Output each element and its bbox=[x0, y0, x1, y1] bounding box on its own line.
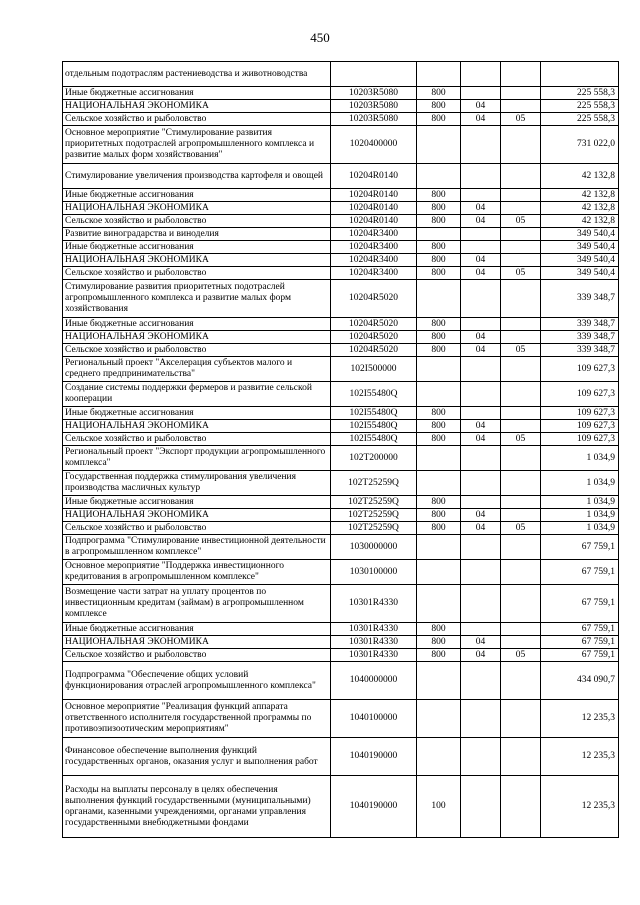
cell-subsection bbox=[501, 189, 541, 202]
cell-name: Иные бюджетные ассигнования bbox=[63, 318, 331, 331]
cell-section bbox=[461, 318, 501, 331]
cell-amount: 1 034,9 bbox=[541, 522, 619, 535]
table-row bbox=[63, 228, 619, 241]
table-row bbox=[63, 433, 619, 446]
cell-target-code: 10204R0140 bbox=[331, 202, 417, 215]
cell-section: 04 bbox=[461, 254, 501, 267]
cell-expense-type bbox=[417, 62, 461, 87]
cell-name: НАЦИОНАЛЬНАЯ ЭКОНОМИКА bbox=[63, 331, 331, 344]
cell-name: НАЦИОНАЛЬНАЯ ЭКОНОМИКА bbox=[63, 509, 331, 522]
cell-expense-type: 800 bbox=[417, 318, 461, 331]
cell-section bbox=[461, 164, 501, 189]
cell-subsection bbox=[501, 228, 541, 241]
cell-name: Иные бюджетные ассигнования bbox=[63, 87, 331, 100]
cell-amount: 67 759,1 bbox=[541, 636, 619, 649]
table-row bbox=[63, 215, 619, 228]
cell-target-code: 10204R3400 bbox=[331, 228, 417, 241]
cell-name: Иные бюджетные ассигнования bbox=[63, 623, 331, 636]
cell-subsection bbox=[501, 100, 541, 113]
cell-subsection bbox=[501, 662, 541, 700]
table-row bbox=[63, 560, 619, 585]
cell-amount: 67 759,1 bbox=[541, 623, 619, 636]
cell-name: Стимулирование увеличения производства картофеля и овощей bbox=[63, 164, 331, 189]
cell-section: 04 bbox=[461, 113, 501, 126]
cell-section bbox=[461, 189, 501, 202]
table-row bbox=[63, 776, 619, 838]
cell-subsection bbox=[501, 496, 541, 509]
cell-name: НАЦИОНАЛЬНАЯ ЭКОНОМИКА bbox=[63, 202, 331, 215]
cell-target-code: 1030000000 bbox=[331, 535, 417, 560]
cell-target-code: 10301R4330 bbox=[331, 649, 417, 662]
cell-subsection: 05 bbox=[501, 433, 541, 446]
cell-target-code: 102T25259Q bbox=[331, 471, 417, 496]
cell-subsection bbox=[501, 623, 541, 636]
cell-section bbox=[461, 87, 501, 100]
cell-subsection bbox=[501, 471, 541, 496]
cell-name: Сельское хозяйство и рыболовство bbox=[63, 113, 331, 126]
cell-amount: 67 759,1 bbox=[541, 649, 619, 662]
cell-amount: 67 759,1 bbox=[541, 585, 619, 623]
cell-amount: 12 235,3 bbox=[541, 776, 619, 838]
table-row bbox=[63, 318, 619, 331]
table-row bbox=[63, 344, 619, 357]
cell-subsection bbox=[501, 202, 541, 215]
cell-subsection bbox=[501, 382, 541, 407]
cell-target-code: 10204R5020 bbox=[331, 344, 417, 357]
table-row bbox=[63, 738, 619, 776]
cell-section: 04 bbox=[461, 100, 501, 113]
cell-name: Региональный проект "Экспорт продукции агропромышленного комплекса" bbox=[63, 446, 331, 471]
cell-subsection bbox=[501, 357, 541, 382]
cell-subsection bbox=[501, 62, 541, 87]
cell-target-code: 10204R5020 bbox=[331, 280, 417, 318]
cell-section bbox=[461, 62, 501, 87]
cell-section bbox=[461, 471, 501, 496]
cell-section bbox=[461, 280, 501, 318]
cell-subsection bbox=[501, 126, 541, 164]
cell-name: Развитие виноградарства и виноделия bbox=[63, 228, 331, 241]
cell-subsection bbox=[501, 280, 541, 318]
cell-name: Иные бюджетные ассигнования bbox=[63, 241, 331, 254]
table-row bbox=[63, 126, 619, 164]
cell-section bbox=[461, 446, 501, 471]
cell-section: 04 bbox=[461, 433, 501, 446]
cell-subsection bbox=[501, 331, 541, 344]
cell-target-code: 102I500000 bbox=[331, 357, 417, 382]
cell-target-code: 1040190000 bbox=[331, 738, 417, 776]
cell-subsection: 05 bbox=[501, 344, 541, 357]
cell-name: Основное мероприятие "Реализация функций аппарата ответственного исполнителя государственной программы по противоэпизоотическим мероприятиям" bbox=[63, 700, 331, 738]
cell-section: 04 bbox=[461, 202, 501, 215]
table-row bbox=[63, 87, 619, 100]
cell-target-code: 10204R0140 bbox=[331, 164, 417, 189]
table-row bbox=[63, 331, 619, 344]
cell-section bbox=[461, 623, 501, 636]
table-row bbox=[63, 649, 619, 662]
cell-amount: 731 022,0 bbox=[541, 126, 619, 164]
table-row bbox=[63, 623, 619, 636]
cell-subsection bbox=[501, 776, 541, 838]
cell-section: 04 bbox=[461, 509, 501, 522]
cell-name: Иные бюджетные ассигнования bbox=[63, 189, 331, 202]
cell-target-code: 102I55480Q bbox=[331, 407, 417, 420]
cell-subsection bbox=[501, 585, 541, 623]
cell-section: 04 bbox=[461, 344, 501, 357]
cell-section bbox=[461, 382, 501, 407]
cell-expense-type: 800 bbox=[417, 215, 461, 228]
cell-target-code: 102I55480Q bbox=[331, 433, 417, 446]
table-row bbox=[63, 509, 619, 522]
cell-target-code: 102T25259Q bbox=[331, 509, 417, 522]
cell-subsection: 05 bbox=[501, 215, 541, 228]
table-row bbox=[63, 113, 619, 126]
cell-name: Региональный проект "Акселерация субъектов малого и среднего предпринимательства" bbox=[63, 357, 331, 382]
cell-section bbox=[461, 662, 501, 700]
cell-target-code: 10203R5080 bbox=[331, 100, 417, 113]
cell-amount: 67 759,1 bbox=[541, 560, 619, 585]
table-row bbox=[63, 700, 619, 738]
cell-section: 04 bbox=[461, 522, 501, 535]
cell-target-code: 10301R4330 bbox=[331, 585, 417, 623]
cell-name: Сельское хозяйство и рыболовство bbox=[63, 344, 331, 357]
cell-amount: 1 034,9 bbox=[541, 509, 619, 522]
cell-section bbox=[461, 700, 501, 738]
cell-expense-type bbox=[417, 560, 461, 585]
cell-name: НАЦИОНАЛЬНАЯ ЭКОНОМИКА bbox=[63, 254, 331, 267]
cell-target-code: 102I55480Q bbox=[331, 420, 417, 433]
cell-expense-type bbox=[417, 164, 461, 189]
cell-name: НАЦИОНАЛЬНАЯ ЭКОНОМИКА bbox=[63, 420, 331, 433]
table-row bbox=[63, 636, 619, 649]
cell-amount: 1 034,9 bbox=[541, 496, 619, 509]
cell-name: Сельское хозяйство и рыболовство bbox=[63, 649, 331, 662]
cell-expense-type: 800 bbox=[417, 496, 461, 509]
table-row bbox=[63, 164, 619, 189]
cell-target-code: 102I55480Q bbox=[331, 382, 417, 407]
cell-amount: 12 235,3 bbox=[541, 700, 619, 738]
cell-section bbox=[461, 126, 501, 164]
cell-section bbox=[461, 357, 501, 382]
cell-target-code: 10301R4330 bbox=[331, 636, 417, 649]
cell-expense-type bbox=[417, 662, 461, 700]
cell-name: Сельское хозяйство и рыболовство bbox=[63, 267, 331, 280]
cell-subsection: 05 bbox=[501, 113, 541, 126]
cell-section: 04 bbox=[461, 215, 501, 228]
cell-subsection bbox=[501, 407, 541, 420]
cell-expense-type: 800 bbox=[417, 241, 461, 254]
cell-amount bbox=[541, 62, 619, 87]
cell-name: Создание системы поддержки фермеров и развитие сельской кооперации bbox=[63, 382, 331, 407]
cell-target-code: 10204R5020 bbox=[331, 318, 417, 331]
cell-section: 04 bbox=[461, 267, 501, 280]
cell-target-code: 102T200000 bbox=[331, 446, 417, 471]
cell-target-code: 10204R5020 bbox=[331, 331, 417, 344]
cell-subsection bbox=[501, 509, 541, 522]
cell-section: 04 bbox=[461, 331, 501, 344]
cell-subsection: 05 bbox=[501, 649, 541, 662]
cell-target-code: 102T25259Q bbox=[331, 522, 417, 535]
cell-amount: 42 132,8 bbox=[541, 164, 619, 189]
cell-target-code: 1040190000 bbox=[331, 776, 417, 838]
cell-amount: 42 132,8 bbox=[541, 189, 619, 202]
cell-target-code: 10204R0140 bbox=[331, 189, 417, 202]
table-row bbox=[63, 280, 619, 318]
cell-target-code: 10204R0140 bbox=[331, 215, 417, 228]
cell-expense-type: 800 bbox=[417, 189, 461, 202]
table-row bbox=[63, 62, 619, 87]
cell-section bbox=[461, 241, 501, 254]
table-row bbox=[63, 420, 619, 433]
cell-section bbox=[461, 496, 501, 509]
cell-subsection bbox=[501, 738, 541, 776]
cell-subsection bbox=[501, 535, 541, 560]
cell-amount: 434 090,7 bbox=[541, 662, 619, 700]
cell-expense-type: 800 bbox=[417, 407, 461, 420]
cell-name: Основное мероприятие "Стимулирование развития приоритетных подотраслей агропромышленного комплекса и развитие малых форм хозяйствования" bbox=[63, 126, 331, 164]
cell-expense-type bbox=[417, 585, 461, 623]
cell-expense-type bbox=[417, 535, 461, 560]
cell-expense-type: 800 bbox=[417, 254, 461, 267]
cell-target-code: 1040000000 bbox=[331, 662, 417, 700]
cell-subsection bbox=[501, 318, 541, 331]
cell-expense-type: 800 bbox=[417, 636, 461, 649]
cell-expense-type: 800 bbox=[417, 344, 461, 357]
cell-name: Стимулирование развития приоритетных подотраслей агропромышленного комплекса и развитие малых форм хозяйствования bbox=[63, 280, 331, 318]
table-row bbox=[63, 382, 619, 407]
cell-expense-type: 800 bbox=[417, 420, 461, 433]
cell-name: Сельское хозяйство и рыболовство bbox=[63, 433, 331, 446]
cell-expense-type: 800 bbox=[417, 623, 461, 636]
cell-amount: 339 348,7 bbox=[541, 318, 619, 331]
cell-amount: 349 540,4 bbox=[541, 241, 619, 254]
table-row bbox=[63, 100, 619, 113]
cell-section bbox=[461, 776, 501, 838]
cell-name: Подпрограмма "Обеспечение общих условий функционирования отраслей агропромышленного комплекса" bbox=[63, 662, 331, 700]
table-row bbox=[63, 585, 619, 623]
cell-target-code: 10301R4330 bbox=[331, 623, 417, 636]
table-row bbox=[63, 407, 619, 420]
cell-target-code: 10203R5080 bbox=[331, 87, 417, 100]
cell-section bbox=[461, 585, 501, 623]
cell-target-code: 1040100000 bbox=[331, 700, 417, 738]
cell-section bbox=[461, 407, 501, 420]
cell-subsection bbox=[501, 241, 541, 254]
cell-expense-type: 100 bbox=[417, 776, 461, 838]
cell-amount: 12 235,3 bbox=[541, 738, 619, 776]
cell-expense-type bbox=[417, 357, 461, 382]
cell-section: 04 bbox=[461, 636, 501, 649]
cell-name: НАЦИОНАЛЬНАЯ ЭКОНОМИКА bbox=[63, 636, 331, 649]
cell-amount: 109 627,3 bbox=[541, 420, 619, 433]
cell-section: 04 bbox=[461, 420, 501, 433]
cell-subsection bbox=[501, 560, 541, 585]
cell-amount: 1 034,9 bbox=[541, 446, 619, 471]
cell-expense-type bbox=[417, 700, 461, 738]
table-row bbox=[63, 496, 619, 509]
cell-expense-type: 800 bbox=[417, 509, 461, 522]
cell-name: Иные бюджетные ассигнования bbox=[63, 407, 331, 420]
cell-expense-type: 800 bbox=[417, 331, 461, 344]
cell-target-code: 1030100000 bbox=[331, 560, 417, 585]
cell-expense-type: 800 bbox=[417, 202, 461, 215]
cell-subsection bbox=[501, 87, 541, 100]
cell-name: Расходы на выплаты персоналу в целях обеспечения выполнения функций государственными (муниципальными) органами, казенными учреждениями, органами управления государственными внебюджетными фондами bbox=[63, 776, 331, 838]
cell-expense-type bbox=[417, 446, 461, 471]
cell-name: Иные бюджетные ассигнования bbox=[63, 496, 331, 509]
cell-amount: 225 558,3 bbox=[541, 113, 619, 126]
cell-amount: 109 627,3 bbox=[541, 433, 619, 446]
cell-subsection bbox=[501, 254, 541, 267]
table-row bbox=[63, 357, 619, 382]
table-row bbox=[63, 267, 619, 280]
cell-target-code: 102T25259Q bbox=[331, 496, 417, 509]
cell-expense-type: 800 bbox=[417, 113, 461, 126]
cell-target-code: 10204R3400 bbox=[331, 241, 417, 254]
cell-name: Сельское хозяйство и рыболовство bbox=[63, 215, 331, 228]
table-row bbox=[63, 446, 619, 471]
table-body bbox=[63, 62, 619, 838]
cell-target-code: 1020400000 bbox=[331, 126, 417, 164]
cell-subsection bbox=[501, 636, 541, 649]
table-row bbox=[63, 522, 619, 535]
cell-amount: 109 627,3 bbox=[541, 382, 619, 407]
cell-name: Государственная поддержка стимулирования увеличения производства масличных культур bbox=[63, 471, 331, 496]
cell-amount: 225 558,3 bbox=[541, 87, 619, 100]
cell-subsection bbox=[501, 446, 541, 471]
cell-amount: 349 540,4 bbox=[541, 267, 619, 280]
cell-section bbox=[461, 228, 501, 241]
cell-expense-type bbox=[417, 280, 461, 318]
cell-amount: 349 540,4 bbox=[541, 254, 619, 267]
cell-subsection bbox=[501, 164, 541, 189]
cell-target-code: 10204R3400 bbox=[331, 254, 417, 267]
cell-section bbox=[461, 535, 501, 560]
cell-name: Финансовое обеспечение выполнения функций государственных органов, оказания услуг и выполнения работ bbox=[63, 738, 331, 776]
cell-name: Основное мероприятие "Поддержка инвестиционного кредитования в агропромышленном комплексе" bbox=[63, 560, 331, 585]
cell-subsection bbox=[501, 700, 541, 738]
cell-section bbox=[461, 738, 501, 776]
cell-amount: 42 132,8 bbox=[541, 202, 619, 215]
cell-expense-type bbox=[417, 382, 461, 407]
cell-amount: 1 034,9 bbox=[541, 471, 619, 496]
cell-section bbox=[461, 560, 501, 585]
cell-name: отдельным подотраслям растениеводства и животноводства bbox=[63, 62, 331, 87]
table-row bbox=[63, 189, 619, 202]
cell-amount: 109 627,3 bbox=[541, 407, 619, 420]
cell-expense-type bbox=[417, 471, 461, 496]
budget-table bbox=[62, 61, 619, 838]
cell-amount: 225 558,3 bbox=[541, 100, 619, 113]
cell-subsection: 05 bbox=[501, 522, 541, 535]
table-row bbox=[63, 471, 619, 496]
cell-expense-type: 800 bbox=[417, 267, 461, 280]
cell-name: НАЦИОНАЛЬНАЯ ЭКОНОМИКА bbox=[63, 100, 331, 113]
cell-expense-type: 800 bbox=[417, 649, 461, 662]
cell-amount: 109 627,3 bbox=[541, 357, 619, 382]
cell-name: Возмещение части затрат на уплату процентов по инвестиционным кредитам (займам) в агропромышленном комплексе bbox=[63, 585, 331, 623]
cell-name: Подпрограмма "Стимулирование инвестиционной деятельности в агропромышленном комплексе" bbox=[63, 535, 331, 560]
table-row bbox=[63, 535, 619, 560]
table-row bbox=[63, 241, 619, 254]
cell-amount: 339 348,7 bbox=[541, 331, 619, 344]
page-number: 450 bbox=[310, 30, 330, 45]
cell-expense-type: 800 bbox=[417, 522, 461, 535]
cell-amount: 67 759,1 bbox=[541, 535, 619, 560]
cell-subsection bbox=[501, 420, 541, 433]
cell-expense-type: 800 bbox=[417, 87, 461, 100]
cell-target-code: 10203R5080 bbox=[331, 113, 417, 126]
cell-amount: 42 132,8 bbox=[541, 215, 619, 228]
cell-amount: 349 540,4 bbox=[541, 228, 619, 241]
cell-target-code: 10204R3400 bbox=[331, 267, 417, 280]
cell-amount: 339 348,7 bbox=[541, 280, 619, 318]
cell-subsection: 05 bbox=[501, 267, 541, 280]
cell-expense-type: 800 bbox=[417, 100, 461, 113]
cell-name: Сельское хозяйство и рыболовство bbox=[63, 522, 331, 535]
cell-target-code bbox=[331, 62, 417, 87]
table-row bbox=[63, 662, 619, 700]
cell-expense-type bbox=[417, 228, 461, 241]
cell-expense-type: 800 bbox=[417, 433, 461, 446]
cell-expense-type bbox=[417, 738, 461, 776]
cell-section: 04 bbox=[461, 649, 501, 662]
table-row bbox=[63, 254, 619, 267]
table-row bbox=[63, 202, 619, 215]
cell-amount: 339 348,7 bbox=[541, 344, 619, 357]
cell-expense-type bbox=[417, 126, 461, 164]
